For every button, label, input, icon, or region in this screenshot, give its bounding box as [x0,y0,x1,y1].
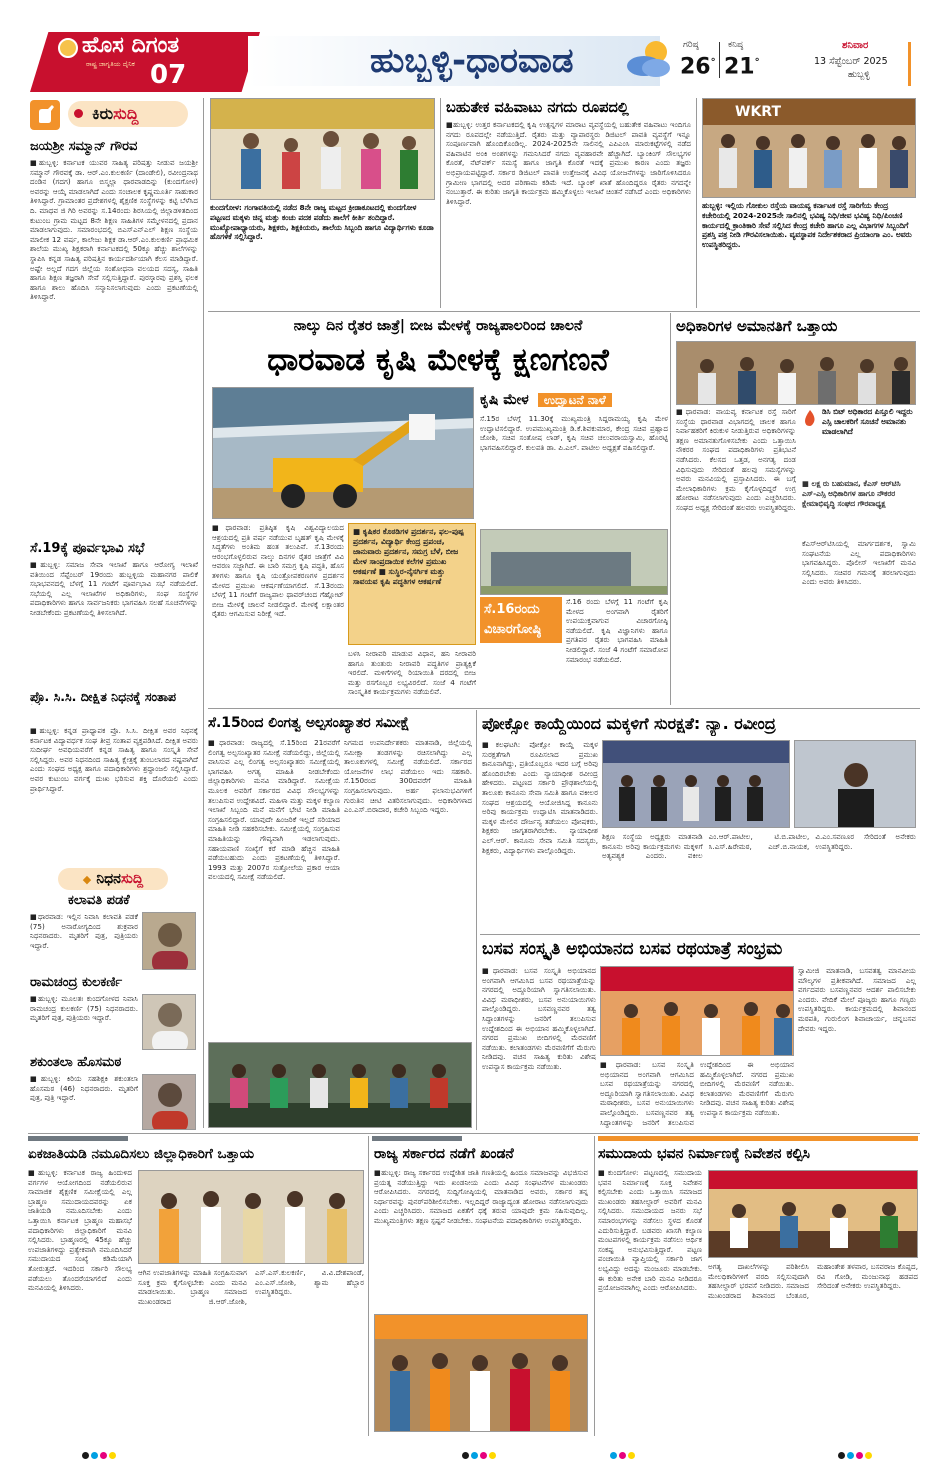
temp-min: 21° [724,54,760,80]
registration-dots [838,1444,874,1460]
obit3-body: ■ಹುಬ್ಬಳ್ಳಿ: ಕಿರಿಯ ಸಹಶಿಕ್ಷಕಿ ಶಕುಂತಲಾ ಹೊಸಮಠ (46) ನಿಧನರಾದರು. ಮೃತರಿಗೆ ಪುತ್ರ, ಪುತ್ರಿ ಇದ್ದಾರೆ. [30,1074,138,1103]
kiru-item1-body: ■ಹುಬ್ಬಳ್ಳಿ: ಕರ್ನಾಟಕ ಯುವರ ಸಾಹಿತ್ಯ ಪರಿಷತ್ತು ನೀಡುವ ಜಯಶ್ರೀ ಸಮ್ಮಾನ್ ಗೌರವಕ್ಕೆ ಡಾ. ಆರ್.ಎಂ.ಕುಲಕರ್ಣಿ (ದಾಂಡೇಲಿ), ರವೀಂದ್ರನಾಥ ದಂಡಿನ (ಗದಗ) ಹಾಗೂ ಬಿಸ್ಮಲ್ಲಾ ಧಾರವಾಡದಿನ್ನು (ಕುಂದಗೋಳ) ಅವರನ್ನು ಆಯ್ಕೆ ಮಾಡಲಾಗಿದೆ ಎಂದು ಸಂಚಾಲಕ ಕೃಷ್ಣಮೂರ್ತಿ ಸಾಹುಕಾರ ತಿಳಿಸಿದ್ದಾರೆ. ಗ್ರಾಮಾಂತರ ಪ್ರದೇಶಗಳಲ್ಲಿ ಶೈಕ್ಷಣಿಕ ಸಂಸ್ಥೆಗಳನ್ನು ಕಟ್ಟಿ ಬೆಳೆಸಿದ ದಿ. ಮಾಧವ ಜಿ ಗಿರಿ ಅವರನ್ನು ಸ.14ರಂದು ಶಿರಸಿಯಲ್ಲಿ ಜಿಲ್ಲಾಡಳಿತದಿಂದ ಕುಟುಂಬ ಗ್ರಾಮ ಮಟ್ಟದ 8ನೇ ಶಿಕ್ಷಣ ಸಾಹಿತಿಗಳ ಸಮ್ಮೇಳನದಲ್ಲಿ ಪ್ರದಾನ ಮಾಡಲಾಗುವುದು. ಸಮಾರಂಭದಲ್ಲಿ ಬಿಎಸ್‌ಎನ್‌ಎಲ್ ಶಿಕ್ಷಣ ಸಂಸ್ಥೆಯ ಮಾಲೀಕ 12 ವರ್ಷ, ಕಾಲೇಜು ಶಿಕ್ಷಕ ಡಾ.ಆರ್.ಎಂ.ಕುಲಕರ್ಣಿ ಪ್ರಾಥಮಿಕ ಶಾಲೆಯ ಮುಖ್ಯ ಶಿಕ್ಷಕರಾಗಿ ಕರ್ನಾಟಕದಲ್ಲಿ 50ಕ್ಕೂ ಹೆಚ್ಚು ಶಾಲೆಗಳನ್ನು ಸ್ಥಾಪಿಸಿ ಕನ್ನಡ ಸಾಹಿತ್ಯ ಪರಿಷತ್ತಿನ ಕಾರ್ಯದರ್ಶಿಯಾಗಿ ಕೆಲಸ ಮಾಡಿದ್ದಾರೆ. ಅಷ್ಟೇ ಅಲ್ಲದೆ ಗದಗ ಜಿಲ್ಲೆಯ ಸಂಶೋಧನಾ ವಲಯದ ಸದಸ್ಯ, ಸಾಹಿತಿ ಹಾಗೂ ಶಿಕ್ಷಣ ತಜ್ಞರಾಗಿ ಸೇವೆ ಸಲ್ಲಿಸುತ್ತಿದ್ದಾರೆ. ಪುರಸ್ಕಾರವು ಪ್ರಶಸ್ತಿ ಫಲಕ ಹಾಗೂ ಶಾಲು ಹೊದಿಸಿ ಸನ್ಮಾನಿಸಲಾಗುವುದು ಎಂದು ಪ್ರಕಟಣೆಯಲ್ಲಿ ತಿಳಿಸಿದ್ದಾರೆ. [30,158,198,302]
basava-section [482,936,916,1130]
krishi-kicker: ನಾಲ್ಕು ದಿನ ರೈತರ ಜಾತ್ರೆ| ಬೀಜ ಮೇಳಕ್ಕೆ ರಾಜ್ಯಪಾಲರಿಂದ ಚಾಲನೆ [293,318,583,334]
samudaya-body2: ಅಗತ್ಯ ದಾಖಲೆಗಳನ್ನು ಪರಿಶೀಲಿಸಿ ಮೇಲಧಿಕಾರಿಗಳಿಗೆ ವರದಿ ಸಲ್ಲಿಸುವುದಾಗಿ ತಹಸೀಲ್ದಾರ್ ಭರವಸೆ ನೀಡಿದರು. ಸಮಾಜದ ಮುಖಂಡರಾದ ಶಿವಾನಂದ ಬೆಂತೂರ, ಮಹಾಂತೇಶ ತಳವಾರ, ಬಸವರಾಜ ಕೊಪ್ಪದ, ರವಿ ಗೋಡಿ, ಮಂಜುನಾಥ ಹಡಪದ ಸೇರಿದಂತೆ ಅನೇಕರು ಉಪಸ್ಥಿತರಿದ್ದರು. [708,1262,918,1300]
ekajati-body2: ಆಗಿನ ಉಪಜಾತಿಗಳನ್ನು ಮಾಹಿತಿ ಸಂಗ್ರಹಿಸುವಾಗ ಸೂಕ್ತ ಕ್ರಮ ಕೈಗೊಳ್ಳಬೇಕು ಎಂದು ಮನವಿ ಮಾಡಲಾಯಿತು. ಬ್ರಾಹ್ಮಣ ಸಮಾಜದ ಮುಖಂಡರಾದ ಜಿ.ಆರ್.ಜೋಶಿ, ಎಸ್.ಎಸ್.ಕುಲಕರ್ಣಿ, ವಿ.ವಿ.ದೇಶಪಾಂಡೆ, ಎಂ.ಎಸ್.ಜೋಶಿ, ಶ್ಯಾಮ ಹೆಬ್ಬಾರ ಉಪಸ್ಥಿತರಿದ್ದರು. [138,1268,364,1306]
kirusuddi-hand-icon [30,100,60,130]
kirusuddi-section [28,98,198,1103]
bottom-tab [28,1136,128,1141]
krishi-highlights: ■ ಕೃಷಿಕರ ಕೊಠಡಿಗಳ ಪ್ರದರ್ಶನ, ಫಲ-ಪುಷ್ಪ ಪ್ರದರ್ಶನ, ವಿದ್ಯಾರ್ಥಿ ಕೇಂದ್ರ ಪ್ರಪಂಚ, ಜಾನುವಾರು ಪ್ರದರ್ಶನ, ಸಮಗ್ರ ಬೆಳೆ, ಬೀಜ ಮೇಳ ಸಾಂಪ್ರದಾಯಿಕ ಕಲೆಗಳ ಪ್ರಮುಖ ಆಕರ್ಷಣೆ ■ ಸುಸ್ಥಿರ-ನೈಸರ್ಗಿಕ ಮತ್ತು ಸಾವಯವ ಕೃಷಿ ಪದ್ಧತಿಗಳ ಆಕರ್ಷಣೆ [348,523,476,645]
top-left-caption: ಕುಂದಗೋಳ: ಗಂಗಾವತಿಯಲ್ಲಿ ನಡೆದ 8ನೇ ರಾಜ್ಯ ಮಟ್ಟದ ಕ್ರೀಡಾಕೂಟದಲ್ಲಿ ಕುಂದಗೋಳ ಪಟ್ಟಣದ ಮಕ್ಕಳು ಚಿನ್ನ ಮತ್ತು ಕಂಚು ಪದಕ ಪಡೆದು ಶಾಲೆಗೆ ಕೀರ್ತಿ ತಂದಿದ್ದಾರೆ. ಮುಖ್ಯೋಪಾಧ್ಯಾಯರು, ಶಿಕ್ಷಕರು, ಶಿಕ್ಷಕಿಯರು, ಶಾಲೆಯ ಸಿಬ್ಬಂದಿ ಹಾಗೂ ವಿದ್ಯಾರ್ಥಿಗಳು ಕೂಡಾ ಹೊಗಳಿಕೆ ಸಲ್ಲಿಸಿದ್ದಾರೆ. [210,203,434,242]
group-photo-icon [602,740,790,828]
group-photo-icon [374,1314,588,1432]
linga-section [208,710,472,1130]
basava-caption: ■ಧಾರವಾಡ: ಬಸವ ಸಂಸ್ಕೃತಿ ಅಭಿಯಾನದ ಅಂಗವಾಗಿ ಆಗಮಿಸಿದ ಬಸವ ರಥಯಾತ್ರೆಯನ್ನು ನಗರದಲ್ಲಿ ಅದ್ದೂರಿಯಾಗಿ ಸ್ವಾಗತಿಸಲಾಯಿತು. ವಿವಿಧ ಮಠಾಧೀಶರು, ಬಸವ ಅನುಯಾಯಿಗಳು ಪಾಲ್ಗೊಂಡಿದ್ದರು. ಬಸವಣ್ಣನವರ ತತ್ವ ಸಿದ್ಧಾಂತಗಳನ್ನು ಜನರಿಗೆ ತಲುಪಿಸುವ ಉದ್ದೇಶದಿಂದ ಈ ಅಭಿಯಾನ ಹಮ್ಮಿಕೊಳ್ಳಲಾಗಿದೆ. ನಗರದ ಪ್ರಮುಖ ಬೀದಿಗಳಲ್ಲಿ ಮೆರವಣಿಗೆ ನಡೆಯಿತು. ಕಲಾತಂಡಗಳು ಮೆರವಣಿಗೆಗೆ ಮೆರುಗು ನೀಡಿದವು. ವಚನ ಸಾಹಿತ್ಯ ಕುರಿತು ವಿಶೇಷ ಉಪನ್ಯಾಸ ಕಾರ್ಯಕ್ರಮ ನಡೆಯಿತು. [600,1060,794,1127]
section-rule [480,934,920,935]
pocso-body: ■ಕಲಘಟಗಿ: ಪೋಕ್ಸೋ ಕಾಯ್ದೆ ಮಕ್ಕಳ ಸುರಕ್ಷತೆಗಾಗಿ ರೂಪಿಸಲಾದ ಪ್ರಮುಖ ಕಾನೂನಾಗಿದ್ದು, ಪ್ರತಿಯೊಬ್ಬರೂ ಇದರ ಬಗ್ಗೆ ಅರಿವು ಹೊಂದಿರಬೇಕು ಎಂದು ನ್ಯಾಯಾಧೀಶ ರವೀಂದ್ರ ಹೇಳಿದರು. ಪಟ್ಟಣದ ಸರ್ಕಾರಿ ಪ್ರೌಢಶಾಲೆಯಲ್ಲಿ ತಾಲೂಕು ಕಾನೂನು ಸೇವಾ ಸಮಿತಿ ಹಾಗೂ ವಕೀಲರ ಸಂಘದ ಆಶ್ರಯದಲ್ಲಿ ಆಯೋಜಿಸಿದ್ದ ಕಾನೂನು ಅರಿವು ಕಾರ್ಯಕ್ರಮ ಉದ್ಘಾಟಿಸಿ ಮಾತನಾಡಿದರು. ಮಕ್ಕಳ ಮೇಲಿನ ದೌರ್ಜನ್ಯ ತಡೆಯಲು ಪೋಷಕರು, ಶಿಕ್ಷಕರು ಜಾಗೃತರಾಗಿರಬೇಕು. ನ್ಯಾಯಾಧೀಶ ಎಲ್.ಆರ್. ಕಾನೂನು ಸೇವಾ ಸಮಿತಿ ಸದಸ್ಯರು, ಶಿಕ್ಷಕರು, ವಿದ್ಯಾರ್ಥಿಗಳು ಪಾಲ್ಗೊಂಡಿದ್ದರು. [482,740,598,855]
portrait-icon [142,912,196,970]
ekajati-title: ಏಕಜಾತಿಯಡಿ ನಮೂದಿಸಲು ಜಿಲ್ಲಾಧಿಕಾರಿಗೆ ಒತ್ತಾಯ [28,1146,255,1162]
rajya-title: ರಾಜ್ಯ ಸರ್ಕಾರದ ನಡೆಗೆ ಖಂಡನೆ [374,1146,514,1162]
temp-max-label: ಗರಿಷ್ಠ [683,40,699,50]
red-dot-icon [74,109,83,118]
section-rule [208,311,920,312]
section-rule [208,708,920,709]
basava-body: ■ಧಾರವಾಡ: ಬಸವ ಸಂಸ್ಕೃತಿ ಅಭಿಯಾನದ ಅಂಗವಾಗಿ ಆಗಮಿಸಿದ ಬಸವ ರಥಯಾತ್ರೆಯನ್ನು ನಗರದಲ್ಲಿ ಅದ್ದೂರಿಯಾಗಿ ಸ್ವಾಗತಿಸಲಾಯಿತು. ವಿವಿಧ ಮಠಾಧೀಶರು, ಬಸವ ಅನುಯಾಯಿಗಳು ಪಾಲ್ಗೊಂಡಿದ್ದರು. ಬಸವಣ್ಣನವರ ತತ್ವ ಸಿದ್ಧಾಂತಗಳನ್ನು ಜನರಿಗೆ ತಲುಪಿಸುವ ಉದ್ದೇಶದಿಂದ ಈ ಅಭಿಯಾನ ಹಮ್ಮಿಕೊಳ್ಳಲಾಗಿದೆ. ನಗರದ ಪ್ರಮುಖ ಬೀದಿಗಳಲ್ಲಿ ಮೆರವಣಿಗೆ ನಡೆಯಿತು. ಕಲಾತಂಡಗಳು ಮೆರವಣಿಗೆಗೆ ಮೆರುಗು ನೀಡಿದವು. ವಚನ ಸಾಹಿತ್ಯ ಕುರಿತು ವಿಶೇಷ ಉಪನ್ಯಾಸ ಕಾರ್ಯಕ್ರಮ ನಡೆಯಿತು. [482,966,596,1071]
pocso-section [482,710,916,932]
column-rule [594,1136,595,1436]
portrait-icon [794,740,916,828]
masthead [0,0,945,96]
tractor-photo-icon [212,387,474,519]
edition-title: ಹುಬ್ಬಳ್ಳಿ-ಧಾರವಾಡ [370,41,574,81]
linga-body: ■ಧಾರವಾಡ: ರಾಜ್ಯದಲ್ಲಿ ಸೆ.15ರಿಂದ 21ರವರೆಗೆ ಲಿಂಗತ್ವ ಅಲ್ಪಸಂಖ್ಯಾತರ ಸಮೀಕ್ಷೆ ನಡೆಯಲಿದ್ದು, ಜಿಲ್ಲೆಯಲ್ಲಿ ವಾಸಿಸುವ ಎಲ್ಲ ಲಿಂಗತ್ವ ಅಲ್ಪಸಂಖ್ಯಾತರು ಸಮೀಕ್ಷೆಯಲ್ಲಿ ಭಾಗವಹಿಸಿ ಅಗತ್ಯ ಮಾಹಿತಿ ನೀಡಬೇಕೆಂದು ಜಿಲ್ಲಾಧಿಕಾರಿಗಳು ಮನವಿ ಮಾಡಿದ್ದಾರೆ. ಸಮೀಕ್ಷೆಯ ಮೂಲಕ ಅವರಿಗೆ ಸರ್ಕಾರದ ವಿವಿಧ ಸೌಲಭ್ಯಗಳನ್ನು ತಲುಪಿಸುವ ಉದ್ದೇಶವಿದೆ. ಮಹಿಳಾ ಮತ್ತು ಮಕ್ಕಳ ಕಲ್ಯಾಣ ಇಲಾಖೆ ಸಿಬ್ಬಂದಿ ಮನೆ ಮನೆಗೆ ಭೇಟಿ ನೀಡಿ ಮಾಹಿತಿ ಸಂಗ್ರಹಿಸಲಿದ್ದಾರೆ. ಯಾವುದೇ ಹಿಂಜರಿಕೆ ಇಲ್ಲದೆ ಸರಿಯಾದ ಮಾಹಿತಿ ನೀಡಿ ಸಹಕರಿಸಬೇಕು. ಸಮೀಕ್ಷೆಯಲ್ಲಿ ಸಂಗ್ರಹಿಸುವ ಮಾಹಿತಿಯನ್ನು ಗೌಪ್ಯವಾಗಿ ಇಡಲಾಗುವುದು. ಸಹಾಯವಾಣಿ ಸಂಖ್ಯೆಗೆ ಕರೆ ಮಾಡಿ ಹೆಚ್ಚಿನ ಮಾಹಿತಿ ಪಡೆಯಬಹುದು ಎಂದು ಪ್ರಕಟಣೆಯಲ್ಲಿ ತಿಳಿಸಿದ್ದಾರೆ. 1993 ಮತ್ತು 2007ರ ಸುತ್ತೋಲೆಯ ಪ್ರಕಾರ ಆಯಾ ವಲಯದಲ್ಲಿ ಸಮೀಕ್ಷೆ ನಡೆಯಲಿದೆ. [208,738,340,882]
temp-divider [719,42,720,78]
date-city: ಹುಬ್ಬಳ್ಳಿ [848,70,870,80]
kiru-item1-title: ಜಯಶ್ರೀ ಸಮ್ಮಾನ್ ಗೌರವ [30,139,138,154]
group-photo-icon [208,1042,472,1128]
linga-body2: ನಿಗಮದ ಉಪನಿರ್ದೇಶಕರು ಮಾತನಾಡಿ, ಜಿಲ್ಲೆಯಲ್ಲಿ ಸಮೀಕ್ಷಾ ತಂಡಗಳನ್ನು ರಚಿಸಲಾಗಿದ್ದು ಎಲ್ಲ ತಾಲೂಕುಗಳಲ್ಲಿ ಸಮೀಕ್ಷೆ ನಡೆಯಲಿದೆ. ಸರ್ಕಾರದ ಯೋಜನೆಗಳ ಲಾಭ ಪಡೆಯಲು ಇದು ಸಹಕಾರಿ. ಸೆ.150ರಂದ 300ದವರೆಗೆ ಮಾಹಿತಿ ಸಂಗ್ರಹಿಸಲಾಗುವುದು. ಅರ್ಹ ಫಲಾನುಭವಿಗಳಿಗೆ ಗುರುತಿನ ಚೀಟಿ ವಿತರಿಸಲಾಗುವುದು. ಅಧಿಕಾರಿಗಳಾದ ಎಂ.ಎಸ್.ಬಿರಾದಾರ, ಕಚೇರಿ ಸಿಬ್ಬಂದಿ ಇದ್ದರು. [344,738,472,815]
krishi-section [208,313,668,705]
flame-icon [802,409,818,427]
krishi-box-body: ಸೆ.15ರ ಬೆಳಗ್ಗೆ 11.30ಕ್ಕೆ ಮುಖ್ಯಮಂತ್ರಿ ಸಿದ್ದರಾಮಯ್ಯ ಕೃಷಿ ಮೇಳ ಉದ್ಘಾಟಿಸಲಿದ್ದಾರೆ. ಉಪಮುಖ್ಯಮಂತ್ರಿ ಡಿ.ಕೆ.ಶಿವಕುಮಾರ, ಕೇಂದ್ರ ಸಚಿವ ಪ್ರಹ್ಲಾದ ಜೋಶಿ, ಸಚಿವ ಸಂತೋಷ ಲಾಡ್, ಕೃಷಿ ಸಚಿವ ಚಲುವರಾಯಸ್ವಾಮಿ, ಹೊರಟ್ಟಿ ಭಾಗವಹಿಸಲಿದ್ದಾರೆ. ಕುಲಪತಿ ಡಾ. ಪಿ.ಎಲ್. ಪಾಟೀಲ ಅಧ್ಯಕ್ಷತೆ ವಹಿಸಲಿದ್ದಾರೆ. [480,414,668,452]
top-mid-title: ಬಹುತೇಕ ವಹಿವಾಟು ನಗದು ರೂಪದಲ್ಲಿ [446,100,629,116]
date-day: ಶನಿವಾರ [842,40,869,51]
column-rule [670,313,671,705]
rajya-body: ■ಹುಬ್ಬಳ್ಳಿ: ರಾಜ್ಯ ಸರ್ಕಾರದ ಉದ್ದೇಶಿತ ಜಾತಿ ಗಣತಿಯಲ್ಲಿ ಹಿಂದೂ ಸಮಾಜವನ್ನು ವಿಭಜಿಸುವ ಪ್ರಯತ್ನ ನಡೆಯುತ್ತಿದ್ದು ಇದು ಖಂಡನೀಯ ಎಂದು ವಿವಿಧ ಸಂಘಟನೆಗಳ ಮುಖಂಡರು ಆರೋಪಿಸಿದರು. ನಗರದಲ್ಲಿ ಸುದ್ದಿಗೋಷ್ಠಿಯಲ್ಲಿ ಮಾತನಾಡಿದ ಅವರು, ಸರ್ಕಾರ ತನ್ನ ನಿರ್ಧಾರವನ್ನು ಪುನರ್‌ಪರಿಶೀಲಿಸಬೇಕು. ಇಲ್ಲದಿದ್ದರೆ ರಾಜ್ಯಾದ್ಯಂತ ಹೋರಾಟ ನಡೆಸಲಾಗುವುದು ಎಂದು ಎಚ್ಚರಿಸಿದರು. ಸಮಾಜದ ಏಕತೆಗೆ ಧಕ್ಕೆ ತರುವ ಯಾವುದೇ ಕ್ರಮ ಸಹಿಸುವುದಿಲ್ಲ. ಮುಖ್ಯಮಂತ್ರಿಗಳು ತಕ್ಷಣ ಸ್ಪಷ್ಟನೆ ನೀಡಬೇಕು. ಸಂಘಟನೆಯ ಪದಾಧಿಕಾರಿಗಳು ಉಪಸ್ಥಿತರಿದ್ದರು. [374,1168,588,1225]
group-photo-icon [210,98,435,200]
adhikari-pull2: ■ ಲಕ್ಷ ರು ಬಹುಮಾನ, ಕೆಎಸ್ ಆರ್‌ಟಿಸಿ ಎಸ್-ಎಸ್ಸಿ ಅಧಿಕಾರಿಗಳ ಹಾಗೂ ನೌಕರರ ಕ್ಷೇಮಾಭಿವೃದ್ಧಿ ಸಂಘದ ಗೌರವಾಧ್ಯಕ್ಷ [802,479,901,508]
temp-max: 26° [680,54,716,80]
lamp-icon: ◆ [82,873,92,886]
group-photo-icon [708,1170,918,1258]
column-rule [368,1136,369,1436]
obit1-body: ■ಧಾರವಾಡ: ಇಲ್ಲಿನ ನಿವಾಸಿ ಕಲಾವತಿ ಪಡಕೆ (75) ಅನಾರೋಗ್ಯದಿಂದ ಶುಕ್ರವಾರ ನಿಧನರಾದರು. ಮೃತರಿಗೆ ಪುತ್ರ, ಪುತ್ರಿಯರು ಇದ್ದಾರೆ. [30,912,138,950]
top-right-caption: ಹುಬ್ಬಳ್ಳಿ: ಇಲ್ಲಿಯ ಗೋಕುಲ ರಸ್ತೆಯ ವಾಯವ್ಯ ಕರ್ನಾಟಕ ರಸ್ತೆ ಸಾರಿಗೆಯ ಕೇಂದ್ರ ಕಚೇರಿಯಲ್ಲಿ 2024-2025ನೇ ಸಾಲಿನಲ್ಲಿ ಭವಿಷ್ಯ ನಿಧಿ/ಜೀವ ಭವಿಷ್ಯ ನಿಧಿ/ಪಿಂಚಣಿ ಕಾರ್ಯದಲ್ಲಿ ಕ್ರಾಂತಿಕಾರಿ ಸೇವೆ ಸಲ್ಲಿಸಿದ ಕೇಂದ್ರ ಕಚೇರಿ ಹಾಗೂ ಎಲ್ಲ ವಿಭಾಗಗಳ ಸಿಬ್ಬಂದಿಗೆ ಪ್ರಶಸ್ತಿ ಪತ್ರ ನೀಡಿ ಗೌರವಿಸಲಾಯಿತು. ವ್ಯವಸ್ಥಾಪಕ ನಿರ್ದೇಶಕರಾದ ಪ್ರಿಯಾಂಗಾ ಎಂ. ಅವರು ಉಪಸ್ಥಿತರಿದ್ದರು. [702,201,912,250]
samudaya-body: ■ಕುಂದಗೋಳ: ಪಟ್ಟಣದಲ್ಲಿ ಸಮುದಾಯ ಭವನ ನಿರ್ಮಾಣಕ್ಕೆ ಸೂಕ್ತ ನಿವೇಶನ ಕಲ್ಪಿಸಬೇಕು ಎಂದು ಒತ್ತಾಯಿಸಿ ಸಮಾಜದ ಮುಖಂಡರು ತಹಸೀಲ್ದಾರ್ ಅವರಿಗೆ ಮನವಿ ಸಲ್ಲಿಸಿದರು. ಸಮುದಾಯದ ಜನರು ಸಭೆ ಸಮಾರಂಭಗಳನ್ನು ನಡೆಸಲು ಸ್ಥಳದ ಕೊರತೆ ಎದುರಿಸುತ್ತಿದ್ದಾರೆ. ಬಡವರು ಖಾಸಗಿ ಕಲ್ಯಾಣ ಮಂಟಪಗಳಲ್ಲಿ ಕಾರ್ಯಕ್ರಮ ನಡೆಸಲು ಆರ್ಥಿಕ ಸಂಕಷ್ಟ ಅನುಭವಿಸುತ್ತಿದ್ದಾರೆ. ಪಟ್ಟಣ ಪಂಚಾಯಿತಿ ವ್ಯಾಪ್ತಿಯಲ್ಲಿ ಸರ್ಕಾರಿ ಜಾಗ ಲಭ್ಯವಿದ್ದು ಅದನ್ನು ಮಂಜೂರು ಮಾಡಬೇಕು. ಈ ಕುರಿತು ಅನೇಕ ಬಾರಿ ಮನವಿ ನೀಡಿದರೂ ಪ್ರಯೋಜನವಾಗಿಲ್ಲ ಎಂದು ಆರೋಪಿಸಿದರು. [598,1168,702,1293]
adhikari-title: ಅಧಿಕಾರಿಗಳ ಅಮಾನತಿಗೆ ಒತ್ತಾಯ [676,317,838,335]
obit2-name: ರಾಮಚಂದ್ರ ಕುಲಕರ್ಣಿ [30,975,123,990]
adhikari-pull1: ಡಿಸಿ ಬಿಟ್ ಅಧಿಕಾರದ ಪಿಸ್ತೂಲಿ ಇದ್ದರು ಎಸ್ಸಿ ಚಾಲಕರಿಗೆ ಸೂಚನೆ ಅಮಾನತು ಮಾಡಲಾಗಿದೆ [822,407,913,436]
basava-title: ಬಸವ ಸಂಸ್ಕೃತಿ ಅಭಿಯಾನದ ಬಸವ ರಥಯಾತ್ರೆ ಸಂಭ್ರಮ [482,939,783,959]
group-photo-icon [600,966,794,1056]
kiru-item3-title: ಪ್ರೊ. ಸಿ.ಸಿ. ದೀಕ್ಷಿತ ನಿಧನಕ್ಕೆ ಸಂತಾಪ [30,689,177,704]
linga-title: ಸೆ.15ರಿಂದ ಲಿಂಗತ್ವ ಅಲ್ಪಸಂಖ್ಯಾತರ ಸಮೀಕ್ಷೆ [208,715,410,731]
masthead-right-rule [908,42,911,86]
adhikari-body2: ಕೆಎಸ್‌ಆರ್‌ಟಿಸಿಯಲ್ಲಿ ಮಾರ್ಗದರ್ಶಕ, ಸ್ವಾಮಿ ಸಂಘಟನೆಯ ಎಲ್ಲ ಪದಾಧಿಕಾರಿಗಳು ಭಾಗವಹಿಸಿದ್ದರು. ಪೊಲೀಸ್ ಇಲಾಖೆಗೆ ಮನವಿ ಸಲ್ಲಿಸಿದರು. ಸಚಿವರ ಗಮನಕ್ಕೆ ತರಲಾಗುವುದು ಎಂದು ಅವರು ತಿಳಿಸಿದರು. [802,539,916,587]
krishi-lead: ■ಧಾರವಾಡ: ಪ್ರತಿಷ್ಠಿತ ಕೃಷಿ ವಿಶ್ವವಿದ್ಯಾಲಯದ ಆಶ್ರಯದಲ್ಲಿ ಪ್ರತಿ ವರ್ಷ ನಡೆಯುವ ಬೃಹತ್ ಕೃಷಿ ಮೇಳಕ್ಕೆ ಸಿದ್ಧತೆಗಳು ಅಂತಿಮ ಹಂತ ತಲುಪಿವೆ. ಸೆ.13ರಂದು ಆರಂಭಗೊಳ್ಳಲಿರುವ ನಾಲ್ಕು ದಿನಗಳ ರೈತರ ಜಾತ್ರೆಗೆ ವಿವಿ ಆವರಣ ಸಜ್ಜಾಗಿದೆ. ಈ ಬಾರಿ ಸಮಗ್ರ ಕೃಷಿ ಪದ್ಧತಿ, ಹೊಸ ತಳಿಗಳು ಹಾಗೂ ಕೃಷಿ ಯಂತ್ರೋಪಕರಣಗಳ ಪ್ರದರ್ಶನ ಮೇಳದ ಪ್ರಮುಖ ಆಕರ್ಷಣೆಯಾಗಲಿದೆ. ಸೆ.13ರಂದು ಬೆಳಗ್ಗೆ 11 ಗಂಟೆಗೆ ರಾಜ್ಯಪಾಲ ಥಾವರ್‌ಚಂದ ಗೆಹ್ಲೋಟ್ ಬೀಜ ಮೇಳಕ್ಕೆ ಚಾಲನೆ ನೀಡಲಿದ್ದಾರೆ. ಮೇಳಕ್ಕೆ ಲಕ್ಷಾಂತರ ರೈತರು ಆಗಮಿಸುವ ನಿರೀಕ್ಷೆ ಇದೆ. [212,523,344,619]
krishi-box [480,389,668,527]
ekajati-body: ■ಹುಬ್ಬಳ್ಳಿ: ಕರ್ನಾಟಕ ರಾಜ್ಯ ಹಿಂದುಳಿದ ವರ್ಗಗಳ ಆಯೋಗದಿಂದ ನಡೆಯಲಿರುವ ಸಾಮಾಜಿಕ ಶೈಕ್ಷಣಿಕ ಸಮೀಕ್ಷೆಯಲ್ಲಿ ಎಲ್ಲ ಬ್ರಾಹ್ಮಣ ಸಮುದಾಯದವರನ್ನು ಏಕ ಜಾತಿಯಡಿ ನಮೂದಿಸಬೇಕು ಎಂದು ಒತ್ತಾಯಿಸಿ ಕರ್ನಾಟಕ ಬ್ರಾಹ್ಮಣ ಮಹಾಸಭೆ ಪದಾಧಿಕಾರಿಗಳು ಜಿಲ್ಲಾಧಿಕಾರಿಗೆ ಮನವಿ ಸಲ್ಲಿಸಿದರು. ಬ್ರಾಹ್ಮಣರಲ್ಲಿ 45ಕ್ಕೂ ಹೆಚ್ಚು ಉಪಜಾತಿಗಳಿದ್ದು ಪ್ರತ್ಯೇಕವಾಗಿ ನಮೂದಿಸಿದರೆ ಸಮುದಾಯದ ಸಂಖ್ಯೆ ಕಡಿಮೆಯಾಗಿ ತೋರುತ್ತದೆ. ಇದರಿಂದ ಸರ್ಕಾರಿ ಸೌಲಭ್ಯ ಪಡೆಯಲು ತೊಂದರೆಯಾಗಲಿದೆ ಎಂದು ಮನವಿಯಲ್ಲಿ ತಿಳಿಸಿದರು. [28,1168,132,1293]
vichar-title: ಸೆ.16ರಂದು ವಿಚಾರಗೋಷ್ಠಿ [480,597,562,643]
ekajati-section [28,1144,364,1434]
pocso-title: ಪೋಕ್ಸೋ ಕಾಯ್ದೆಯಿಂದ ಮಕ್ಕಳಿಗೆ ಸುರಕ್ಷತೆ: ನ್ಯಾ. ರವೀಂದ್ರ [482,714,776,733]
vichar-body: ಸೆ.16 ರಂದು ಬೆಳಗ್ಗೆ 11 ಗಂಟೆಗೆ ಕೃಷಿ ಮೇಳದ ಅಂಗವಾಗಿ ರೈತರಿಗೆ ಉಪಯುಕ್ತವಾಗುವ ವಿಚಾರಗೋಷ್ಠಿ ನಡೆಯಲಿದೆ. ಕೃಷಿ ವಿಜ್ಞಾನಿಗಳು ಹಾಗೂ ಪ್ರಗತಿಪರ ರೈತರು ಭಾಗವಹಿಸಿ ಮಾಹಿತಿ ನೀಡಲಿದ್ದಾರೆ. ಸಂಜೆ 4 ಗಂಟೆಗೆ ಸಮಾರೋಪ ಸಮಾರಂಭ ನಡೆಯಲಿದೆ. [566,597,668,664]
column-rule [440,98,441,308]
column-rule [696,98,697,308]
kirusuddi-brand: ಕಿರುಸುದ್ದಿ [68,101,188,127]
temp-min-label: ಕನಿಷ್ಠ [728,40,744,50]
basava-body2: ಸ್ವಾಮೀಜಿ ಮಾತನಾಡಿ, ಬಸವತತ್ವ ಮಾನವೀಯ ಮೌಲ್ಯಗಳ ಪ್ರತೀಕವಾಗಿದೆ. ಸಮಾಜದ ಎಲ್ಲ ವರ್ಗದವರು ಬಸವಣ್ಣನವರ ಆದರ್ಶ ಪಾಲಿಸಬೇಕು ಎಂದರು. ವೇದಿಕೆ ಮೇಲೆ ಪೂಜ್ಯರು ಹಾಗೂ ಗಣ್ಯರು ಉಪಸ್ಥಿತರಿದ್ದರು. ಕಾರ್ಯಕ್ರಮದಲ್ಲಿ ಶಿವಾನಂದ ಮಠಪತಿ, ಗುರುಲಿಂಗ ಶಿವಾಚಾರ್ಯ, ಚನ್ನಬಸವ ದೇವರು ಇದ್ದರು. [798,966,916,1033]
logo-tagline: ರಾಷ್ಟ್ರ ಜಾಗೃತಿಯ ದೈನಿಕ [86,60,135,68]
krishi-box-title: ಕೃಷಿ ಮೇಳ [480,392,529,408]
top-mid-body: ■ಹುಬ್ಬಳ್ಳಿ: ಉತ್ತರ ಕರ್ನಾಟಕದಲ್ಲಿ ಕೃಷಿ ಉತ್ಪನ್ನಗಳ ಮಾರಾಟ ವ್ಯವಸ್ಥೆಯಲ್ಲಿ ಬಹುತೇಕ ವಹಿವಾಟು ಇಂದಿಗೂ ನಗದು ರೂಪದಲ್ಲೇ ನಡೆಯುತ್ತಿದೆ. ರೈತರು ಮತ್ತು ವ್ಯಾಪಾರಸ್ಥರು ಡಿಜಿಟಲ್ ಪಾವತಿ ವ್ಯವಸ್ಥೆಗೆ ಇನ್ನೂ ಸಂಪೂರ್ಣವಾಗಿ ಹೊಂದಿಕೊಂಡಿಲ್ಲ. 2024-2025ನೇ ಸಾಲಿನಲ್ಲಿ ಎಪಿಎಂಸಿ ಮಾರುಕಟ್ಟೆಗಳಲ್ಲಿ ನಡೆದ ವಹಿವಾಟಿನ ಅಂಕಿ ಅಂಶಗಳನ್ನು ಗಮನಿಸಿದರೆ ನಗದು ವ್ಯವಹಾರವೇ ಹೆಚ್ಚಾಗಿದೆ. ಬ್ಯಾಂಕಿಂಗ್ ಸೌಲಭ್ಯಗಳ ಕೊರತೆ, ನೆಟ್‌ವರ್ಕ್ ಸಮಸ್ಯೆ ಹಾಗೂ ಜಾಗೃತಿ ಕೊರತೆ ಇದಕ್ಕೆ ಪ್ರಮುಖ ಕಾರಣ ಎಂದು ತಜ್ಞರು ಅಭಿಪ್ರಾಯಪಟ್ಟಿದ್ದಾರೆ. ಸರ್ಕಾರ ಡಿಜಿಟಲ್ ಪಾವತಿ ಉತ್ತೇಜನಕ್ಕೆ ವಿವಿಧ ಯೋಜನೆಗಳನ್ನು ಜಾರಿಗೊಳಿಸಿದರೂ ಗ್ರಾಮೀಣ ಭಾಗದಲ್ಲಿ ಅದರ ಪರಿಣಾಮ ಕಡಿಮೆ ಇದೆ. ಬ್ಯಾಂಕ್ ಖಾತೆ ಹೊಂದಿದ್ದರೂ ರೈತರು ನಗದನ್ನೇ ನಂಬುತ್ತಾರೆ. ಈ ಕುರಿತು ಜಾಗೃತಿ ಕಾರ್ಯಕ್ರಮ ಹಮ್ಮಿಕೊಳ್ಳಲು ಇಲಾಖೆ ಚಿಂತನೆ ನಡೆಸಿದೆ ಎಂದು ಅಧಿಕಾರಿಗಳು ತಿಳಿಸಿದ್ದಾರೆ. [446,120,691,206]
kiru-item2-body: ■ಹುಬ್ಬಳ್ಳಿ: ಸಮಾಜ ಸೇವಾ ಇಲಾಖೆ ಹಾಗೂ ಆರೋಗ್ಯ ಇಲಾಖೆ ವತಿಯಿಂದ ಸೆಪ್ಟೆಂಬರ್ 19ರಂದು ಹುಬ್ಬಳ್ಳಿಯ ಮಹಾನಗರ ಪಾಲಿಕೆ ಸಭಾಭವನದಲ್ಲಿ ಬೆಳಗ್ಗೆ 11 ಗಂಟೆಗೆ ಪೂರ್ವಭಾವಿ ಸಭೆ ನಡೆಯಲಿದೆ. ಸಭೆಯಲ್ಲಿ ಎಲ್ಲ ಇಲಾಖೆಗಳ ಅಧಿಕಾರಿಗಳು, ಸಂಘ ಸಂಸ್ಥೆಗಳ ಪದಾಧಿಕಾರಿಗಳು ಹಾಗೂ ಸಾರ್ವಜನಿಕರು ಭಾಗವಹಿಸಿ ಸಲಹೆ ಸೂಚನೆಗಳನ್ನು ನೀಡಬೇಕೆಂದು ಪ್ರಕಟಣೆಯಲ್ಲಿ ತಿಳಿಸಲಾಗಿದೆ. [30,560,198,617]
krishi-col3: ಬಳಸಿ ನೀರಾವರಿ ಮಾಡುವ ವಿಧಾನ, ಹನಿ ನೀರಾವರಿ ಹಾಗೂ ತುಂತುರು ನೀರಾವರಿ ಪದ್ಧತಿಗಳ ಪ್ರಾತ್ಯಕ್ಷಿಕೆ ಇರಲಿದೆ. ಮಳಿಗೆಗಳಲ್ಲಿ ರಿಯಾಯಿತಿ ದರದಲ್ಲಿ ಬೀಜ ಮತ್ತು ರಸಗೊಬ್ಬರ ಲಭ್ಯವಿರಲಿದೆ. ಸಂಜೆ 4 ಗಂಟೆಗೆ ಸಾಂಸ್ಕೃತಿಕ ಕಾರ್ಯಕ್ರಮಗಳು ನಡೆಯಲಿವೆ. [348,649,476,697]
group-photo-icon [138,1170,364,1264]
nidhana-brand: ◆ ನಿಧನಸುದ್ದಿ [58,868,168,890]
partly-cloudy-icon [622,36,678,80]
adhikari-section [676,313,916,705]
portrait-icon [142,1074,196,1130]
adhikari-body: ■ಧಾರವಾಡ: ವಾಯವ್ಯ ಕರ್ನಾಟಕ ರಸ್ತೆ ಸಾರಿಗೆ ಸಂಸ್ಥೆಯ ಧಾರವಾಡ ವಿಭಾಗದಲ್ಲಿ ಚಾಲಕ ಹಾಗೂ ನಿರ್ವಾಹಕರಿಗೆ ಕಿರುಕುಳ ನೀಡುತ್ತಿರುವ ಅಧಿಕಾರಿಗಳನ್ನು ತಕ್ಷಣ ಅಮಾನತುಗೊಳಿಸಬೇಕು ಎಂದು ಒತ್ತಾಯಿಸಿ ನೌಕರರ ಸಂಘದ ಪದಾಧಿಕಾರಿಗಳು ಪ್ರತಿಭಟನೆ ನಡೆಸಿದರು. ಕೆಲಸದ ಒತ್ತಡ, ಅನಗತ್ಯ ದಂಡ ವಿಧಿಸುವುದು ಸೇರಿದಂತೆ ಹಲವು ಸಮಸ್ಯೆಗಳನ್ನು ಅವರು ಮನವಿಯಲ್ಲಿ ಪ್ರಸ್ತಾಪಿಸಿದರು. ಈ ಬಗ್ಗೆ ಮೇಲಾಧಿಕಾರಿಗಳು ಕ್ರಮ ಕೈಗೊಳ್ಳದಿದ್ದರೆ ಉಗ್ರ ಹೋರಾಟ ನಡೆಸಲಾಗುವುದು ಎಂದು ಎಚ್ಚರಿಸಿದರು. ಸಂಘದ ಅಧ್ಯಕ್ಷ ಸೇರಿದಂತೆ ಹಲವರು ಉಪಸ್ಥಿತರಿದ್ದರು. [676,407,796,512]
registration-dots [462,1444,498,1460]
wkrt-sign: WKRT [735,104,781,120]
samudaya-title: ಸಮುದಾಯ ಭವನ ನಿರ್ಮಾಣಕ್ಕೆ ನಿವೇಶನ ಕಲ್ಪಿಸಿ [598,1146,810,1162]
group-photo-icon [676,341,916,405]
logo-text: ಹೊಸ ದಿಗಂತ [82,33,180,58]
samudaya-section [598,1144,918,1434]
obit1-name: ಕಲಾವತಿ ಪಡಕೆ [68,893,130,908]
obit3-name: ಶಕುಂತಲಾ ಹೊಸಮಠ [30,1055,122,1070]
portrait-icon [142,994,196,1050]
date-text: 13 ಸೆಪ್ಟೆಂಬರ್ 2025 [814,56,888,67]
group-photo-icon [480,529,668,595]
registration-dots [610,1444,635,1460]
rajya-section [374,1144,588,1434]
bottom-tab [372,1136,462,1141]
kiru-item2-title: ಸೆ.19ಕ್ಕೆ ಪೂರ್ವಭಾವಿ ಸಭೆ [30,541,145,556]
registration-dots [82,1444,118,1460]
column-rule [476,710,477,1130]
page-number: 07 [150,60,187,90]
logo-emblem-icon [58,38,78,58]
krishi-headline: ಧಾರವಾಡ ಕೃಷಿ ಮೇಳಕ್ಕೆ ಕ್ಷಣಗಣನೆ [267,342,609,378]
pocso-body2: ಶಿಕ್ಷಣ ಸಂಸ್ಥೆಯ ಅಧ್ಯಕ್ಷರು ಮಾತನಾಡಿ ಕಾನೂನು ಅರಿವು ಕಾರ್ಯಕ್ರಮಗಳು ಮಕ್ಕಳಿಗೆ ಅತ್ಯವಶ್ಯಕ ಎಂದರು. ವಕೀಲ ಎಂ.ಆರ್.ಪಾಟೀಲ, ಟಿ.ಬಿ.ಪಾಟೀಲ, ಸಿ.ಎಸ್.ಹಿರೇಮಠ, ಎಚ್.ಬಿ.ನಾಯಕ, ವಿ.ಎಂ.ಸವಣೂರ ಸೇರಿದಂತೆ ಅನೇಕರು ಉಪಸ್ಥಿತರಿದ್ದರು. [602,832,916,861]
krishi-box-tag: ಉದ್ಘಾಟನೆ ನಾಳೆ [538,393,612,407]
kiru-item3-body: ■ಹುಬ್ಬಳ್ಳಿ: ಕನ್ನಡ ಪ್ರಾಧ್ಯಾಪಕ ಪ್ರೊ. ಸಿ.ಸಿ. ದೀಕ್ಷಿತ ಅವರ ನಿಧನಕ್ಕೆ ಕರ್ನಾಟಕ ವಿದ್ಯಾವರ್ಧಕ ಸಂಘ ತೀವ್ರ ಸಂತಾಪ ವ್ಯಕ್ತಪಡಿಸಿದೆ. ದೀಕ್ಷಿತ ಅವರು ಸುದೀರ್ಘ ಅವಧಿಯವರೆಗೆ ಕನ್ನಡ ಸಾಹಿತ್ಯ ಹಾಗೂ ಸಂಸ್ಕೃತಿ ಸೇವೆ ಸಲ್ಲಿಸಿದ್ದರು. ಅವರ ನಿಧನದಿಂದ ಸಾಹಿತ್ಯ ಕ್ಷೇತ್ರಕ್ಕೆ ತುಂಬಲಾರದ ನಷ್ಟವಾಗಿದೆ ಎಂದು ಸಂಘದ ಅಧ್ಯಕ್ಷ ಹಾಗೂ ಪದಾಧಿಕಾರಿಗಳು ಶ್ರದ್ಧಾಂಜಲಿ ಸಲ್ಲಿಸಿದ್ದಾರೆ. ಅವರ ಕುಟುಂಬ ವರ್ಗಕ್ಕೆ ದುಃಖ ಭರಿಸುವ ಶಕ್ತಿ ದೊರೆಯಲಿ ಎಂದು ಪ್ರಾರ್ಥಿಸಿದ್ದಾರೆ. [30,726,198,793]
section-rule [28,1133,920,1134]
bottom-tab [598,1136,918,1141]
obit2-body: ■ಹುಬ್ಬಳ್ಳಿ: ಮೂಲತಃ ಕುಂದಗೋಳದ ನಿವಾಸಿ ರಾಮಚಂದ್ರ ಕುಲಕರ್ಣಿ (75) ನಿಧನರಾದರು. ಮೃತರಿಗೆ ಪುತ್ರ, ಪುತ್ರಿಯರು ಇದ್ದಾರೆ. [30,994,138,1023]
column-rule [203,98,204,1128]
